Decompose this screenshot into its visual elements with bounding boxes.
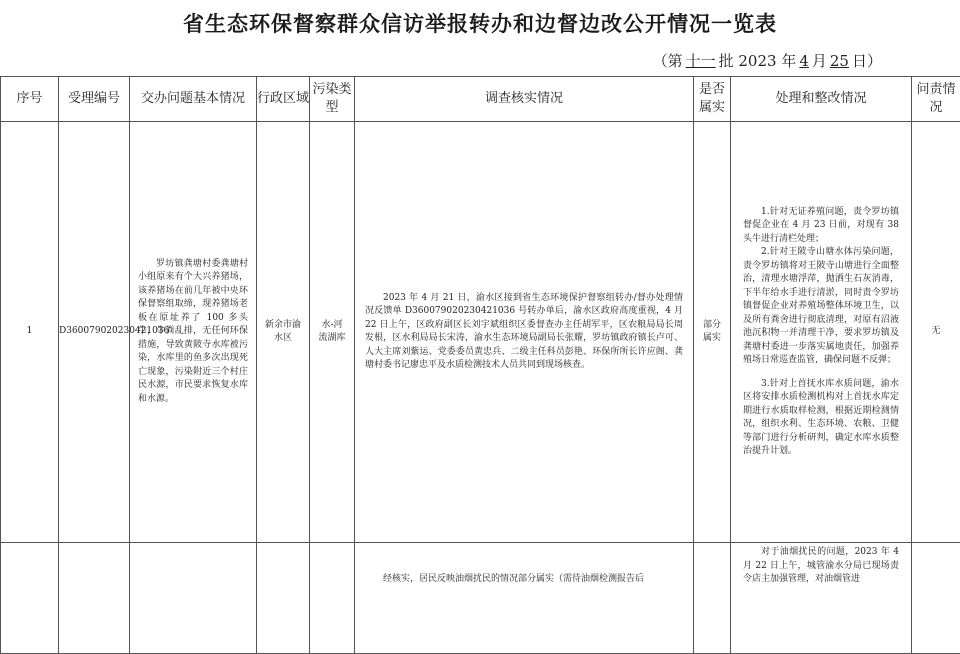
table-row <box>1 122 960 543</box>
problem-text: 罗坊镇龚塘村委龚塘村小组原来有个大兴养猪场，该养猪场在前几年被中央环保督察组取缔，现养猪场老板在原址养了 100 多头牛，牛粪乱排，无任何环保措施，导致黄陂寺水库被污染，水库里的鱼多次出现死亡现象，污染附近三个村庄民水源，市民要求恢复水库和水源。 <box>138 258 248 407</box>
header-handling: 处理和整改情况 <box>731 77 912 122</box>
batch-day: 25 <box>827 52 852 70</box>
table-header-row <box>1 77 960 122</box>
batch-info <box>653 50 882 71</box>
cell-verified <box>694 543 731 654</box>
header-pollution: 污染类型 <box>310 77 355 122</box>
header-investigation: 调查核实情况 <box>355 77 694 122</box>
cell-accountability: 无 <box>912 122 960 543</box>
cell-problem <box>130 122 257 543</box>
handling-item-1: 1.针对无证养殖问题，责令罗坊镇督促企业在 4 月 23 日前，对现有 38 头牛进行清栏处理； <box>743 206 899 247</box>
day-suffix: 日） <box>852 52 882 70</box>
investigation-text: 2023 年 4 月 21 日，渝水区接到省生态环境保护督察组转办/督办处理情况反馈单 D360079020230421036 号转办单后，渝水区政府高度重视，4 月 22 日上午，区政府副区长刘宇斌组织区委督查办主任胡军平，区农粮局局长周发根，区水利局局长宋涛，渝水生态环境局副局长张耀，罗坊镇政府镇长卢可、人大主席刘紫运、党委委员黄忠兵、二级主任科员彭艳、环保所所长许应阁、龚塘村委书记廖忠平及水质检测技术人员共同到现场核查。 <box>365 292 683 373</box>
header-code: 受理编号 <box>59 77 130 122</box>
header-seq: 序号 <box>1 77 59 122</box>
cell-pollution: 水-河流湖库 <box>310 122 355 543</box>
month-suffix: 月 <box>812 52 827 70</box>
table-row <box>1 543 960 654</box>
cell-investigation <box>355 543 694 654</box>
header-problem: 交办问题基本情况 <box>130 77 257 122</box>
batch-prefix: （第 <box>653 52 683 70</box>
cell-seq <box>1 543 59 654</box>
header-region: 行政区域 <box>257 77 310 122</box>
cell-code: D360079020230421036 <box>59 122 130 543</box>
cell-seq: 1 <box>1 122 59 543</box>
header-verified: 是否属实 <box>694 77 731 122</box>
batch-year: 批 2023 年 <box>719 52 797 70</box>
batch-month: 4 <box>796 52 812 70</box>
cell-handling <box>731 543 912 654</box>
cell-accountability <box>912 543 960 654</box>
cell-pollution <box>310 543 355 654</box>
cell-handling <box>731 122 912 543</box>
handling-item-2: 2.针对王陂寺山塘水体污染问题，责令罗坊镇将对王陂寺山塘进行全面整治，清理水塘浮萍，抛洒生石灰消毒，下半年给水手进行清淤，同时责令罗坊镇督促企业对养殖场整体环境卫生，以及所有粪舍进行彻底清理，对原有沼液池沉积物一并清理干净，要求罗坊镇及龚塘村委进一步落实属地责任，加强养殖场日常巡查监管，确保问题不反弹； <box>743 246 899 368</box>
handling-item-1: 对于油烟扰民的问题，2023 年 4 月 22 日上午，城管渝水分局已现场责令店主加强管理，对油烟管进 <box>743 546 899 587</box>
header-accountability: 问责情况 <box>912 77 960 122</box>
handling-item-3: 3.针对上首抚水库水质问题，渝水区将安排水质检测机构对上首抚水库定期进行水质取样检测，根据近期检测情况，组织水利、生态环境、农粮、卫健等部门进行分析研判，确定水库水质整治提升计划。 <box>743 378 899 459</box>
cell-problem <box>130 543 257 654</box>
cell-code <box>59 543 130 654</box>
cell-investigation <box>355 122 694 543</box>
cell-region <box>257 543 310 654</box>
document-title: 省生态环保督察群众信访举报转办和边督边改公开情况一览表 <box>0 8 960 38</box>
investigation-text: 经核实，居民反映油烟扰民的情况部分属实（需待油烟检测报告后 <box>365 573 683 587</box>
cell-verified: 部分属实 <box>694 122 731 543</box>
batch-number: 十一 <box>683 52 719 70</box>
report-table <box>0 76 960 654</box>
cell-region: 新余市渝水区 <box>257 122 310 543</box>
